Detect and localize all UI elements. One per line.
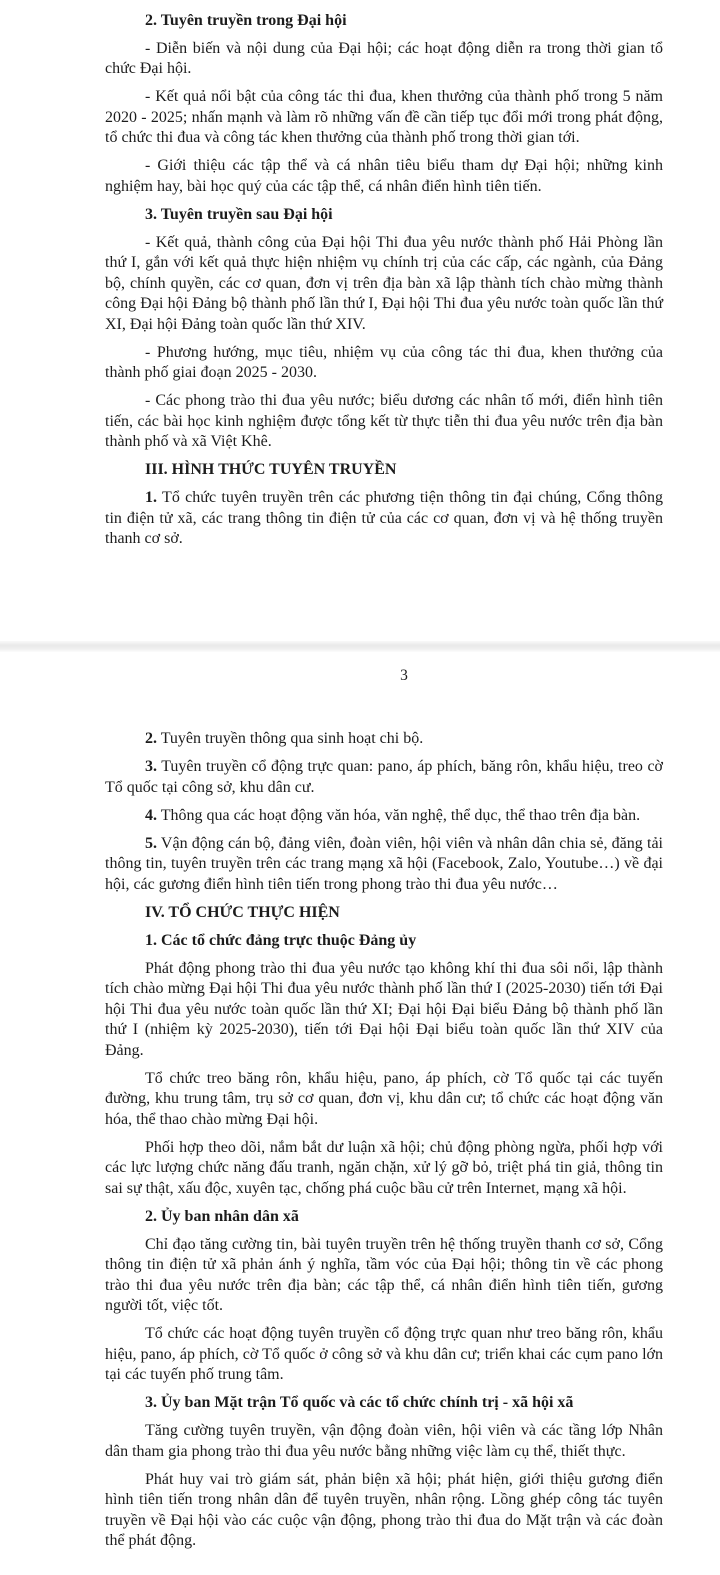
section-heading: 3. Tuyên truyền sau Đại hội	[145, 205, 333, 223]
section-heading: 2. Tuyên truyền trong Đại hội	[145, 11, 347, 29]
paragraph-text: Chỉ đạo tăng cường tin, bài tuyên truyền trên hệ thống truyền thanh cơ sở, Cổng thông tin điện tử xã phản ánh ý nghĩa, tầm vóc của Đại hội; thông tin về các phong trào thi đua yêu nước trên địa bàn; các tập thể, cá nhân điển hình tiên tiến, gương người tốt, việc tốt.	[105, 1235, 663, 1314]
paragraph	[105, 488, 663, 550]
paragraph-text: Tuyên truyền thông qua sinh hoạt chi bộ.	[157, 730, 424, 747]
paragraph-text: Thông qua các hoạt động văn hóa, văn nghệ, thể dục, thể thao trên địa bàn.	[157, 806, 641, 824]
paragraph	[105, 87, 663, 149]
page-number: 3	[400, 667, 408, 684]
item-number: 1.	[145, 489, 157, 506]
paragraph	[105, 343, 663, 384]
paragraph	[105, 1324, 663, 1386]
paragraph	[105, 156, 663, 197]
paragraph-text: - Phương hướng, mục tiêu, nhiệm vụ của công tác thi đua, khen thưởng của thành phố giai đoạn 2025 - 2030.	[105, 343, 663, 381]
paragraph	[105, 1069, 663, 1131]
paragraph-text: Phát động phong trào thi đua yêu nước tạo không khí thi đua sôi nổi, lập thành tích chào mừng Đại hội Thi đua yêu nước thành phố lần thứ I (2025-2030) tiến tới Đại hội Thi đua yêu nước toàn quốc lần thứ XI; Đại hội Đại biểu Đảng bộ thành phố lần thứ I (nhiệm kỳ 2025-2030), tiến tới Đại hội Đại biểu toàn quốc lần thứ XIV của Đảng.	[105, 959, 663, 1059]
page-1	[0, 0, 720, 641]
section-heading-caps: III. HÌNH THỨC TUYÊN TRUYỀN	[145, 461, 397, 478]
paragraph-text: - Diễn biến và nội dung của Đại hội; các hoạt động diễn ra trong thời gian tổ chức Đại hội.	[105, 39, 663, 77]
paragraph	[105, 39, 663, 80]
paragraph-text: Tăng cường tuyên truyền, vận động đoàn viên, hội viên và các tầng lớp Nhân dân tham gia phong trào thi đua yêu nước bằng những việc làm cụ thể, thiết thực.	[105, 1422, 663, 1460]
paragraph	[105, 729, 663, 750]
section-heading: 2. Ủy ban nhân dân xã	[145, 1207, 299, 1225]
paragraph-text: - Giới thiệu các tập thể và cá nhân tiêu biểu tham dự Đại hội; những kinh nghiệm hay, bài học quý của các tập thể, cá nhân điển hình tiên tiến.	[105, 157, 663, 195]
paragraph	[105, 1138, 663, 1200]
paragraph	[105, 233, 663, 336]
section-heading: 1. Các tổ chức đảng trực thuộc Đảng ủy	[145, 931, 417, 949]
paragraph-text: Tổ chức treo băng rôn, khẩu hiệu, pano, áp phích, cờ Tổ quốc tại các tuyến đường, khu trung tâm, trụ sở cơ quan, đơn vị, khu dân cư; tổ chức các hoạt động văn hóa, thể thao chào mừng Đại hội.	[105, 1069, 663, 1128]
paragraph-text: Tổ chức các hoạt động tuyên truyền cổ động trực quan như treo băng rôn, khẩu hiệu, pano, áp phích, cờ Tổ quốc ở công sở và khu dân cư; triển khai các cụm pano lớn tại các tuyến phố trung tâm.	[105, 1325, 663, 1383]
paragraph	[105, 959, 663, 1062]
item-number: 2.	[145, 730, 157, 747]
item-number: 4.	[145, 806, 157, 824]
page-separator	[0, 641, 720, 652]
section-heading-caps: IV. TỔ CHỨC THỰC HIỆN	[145, 903, 340, 921]
paragraph	[105, 757, 663, 798]
paragraph-text: Tuyên truyền cổ động trực quan: pano, áp phích, băng rôn, khẩu hiệu, treo cờ Tổ quốc tại công sở, khu dân cư.	[105, 758, 663, 796]
page-2	[0, 652, 720, 1552]
page-1-content	[0, 11, 720, 550]
paragraph-text: - Các phong trào thi đua yêu nước; biểu dương các nhân tố mới, điển hình tiên tiến, các bài học kinh nghiệm được tổng kết từ thực tiễn thi đua yêu nước trên địa bàn thành phố và xã Việt Khê.	[105, 392, 663, 450]
paragraph	[105, 391, 663, 453]
paragraph-text: Phối hợp theo dõi, nắm bắt dư luận xã hội; chủ động phòng ngừa, phối hợp với các lực lượng chức năng đấu tranh, ngăn chặn, xử lý gỡ bỏ, triệt phá tin giả, thông tin sai sự thật, xấu độc, xuyên tạc, chống phá cuộc bầu cử trên Internet, mạng xã hội.	[105, 1138, 663, 1197]
item-number: 3.	[145, 758, 157, 775]
paragraph-text: Vận động cán bộ, đảng viên, đoàn viên, hội viên và nhân dân chia sẻ, đăng tải thông tin, tuyên truyền trên các trang mạng xã hội (Facebook, Zalo, Youtube…) về đại hội, các gương điển hình tiên tiến trong phong trào thi đua yêu nước…	[105, 834, 663, 893]
section-heading: 3. Ủy ban Mặt trận Tổ quốc và các tổ chức chính trị - xã hội xã	[145, 1394, 574, 1411]
item-number: 5.	[145, 834, 157, 852]
paragraph	[105, 1470, 663, 1552]
paragraph	[105, 834, 663, 896]
paragraph-text: - Kết quả, thành công của Đại hội Thi đua yêu nước thành phố Hải Phòng lần thứ I, gắn với kết quả thực hiện nhiệm vụ chính trị của các cấp, các ngành, của Đảng bộ, chính quyền, các cơ quan, đơn vị trên địa bàn xã lập thành tích chào mừng thành công Đại hội Đảng bộ thành phố lần thứ I, Đại hội Thi đua yêu nước toàn quốc lần thứ XI, Đại hội Đảng toàn quốc lần thứ XIV.	[105, 233, 663, 333]
paragraph-text: - Kết quả nổi bật của công tác thi đua, khen thưởng của thành phố trong 5 năm 2020 - 2025; nhấn mạnh và làm rõ những vấn đề cần tiếp tục đổi mới trong phát động, tổ chức thi đua và công tác khen thưởng của thành phố trong thời gian tới.	[105, 88, 663, 146]
paragraph	[105, 1421, 663, 1462]
paragraph	[105, 1235, 663, 1317]
paragraph-text: Tổ chức tuyên truyền trên các phương tiện thông tin đại chúng, Cổng thông tin điện tử xã, các trang thông tin điện tử của các cơ quan, đơn vị và hệ thống truyền thanh cơ sở.	[105, 489, 663, 547]
paragraph	[105, 806, 663, 827]
page-2-content	[0, 729, 720, 1552]
paragraph-text: Phát huy vai trò giám sát, phản biện xã hội; phát hiện, giới thiệu gương điển hình tiên tiến trong nhân dân để tuyên truyền, nhân rộng. Lồng ghép công tác tuyên truyền về Đại hội vào các cuộc vận động, phong trào thi đua do Mặt trận và các đoàn thể phát động.	[105, 1470, 663, 1549]
